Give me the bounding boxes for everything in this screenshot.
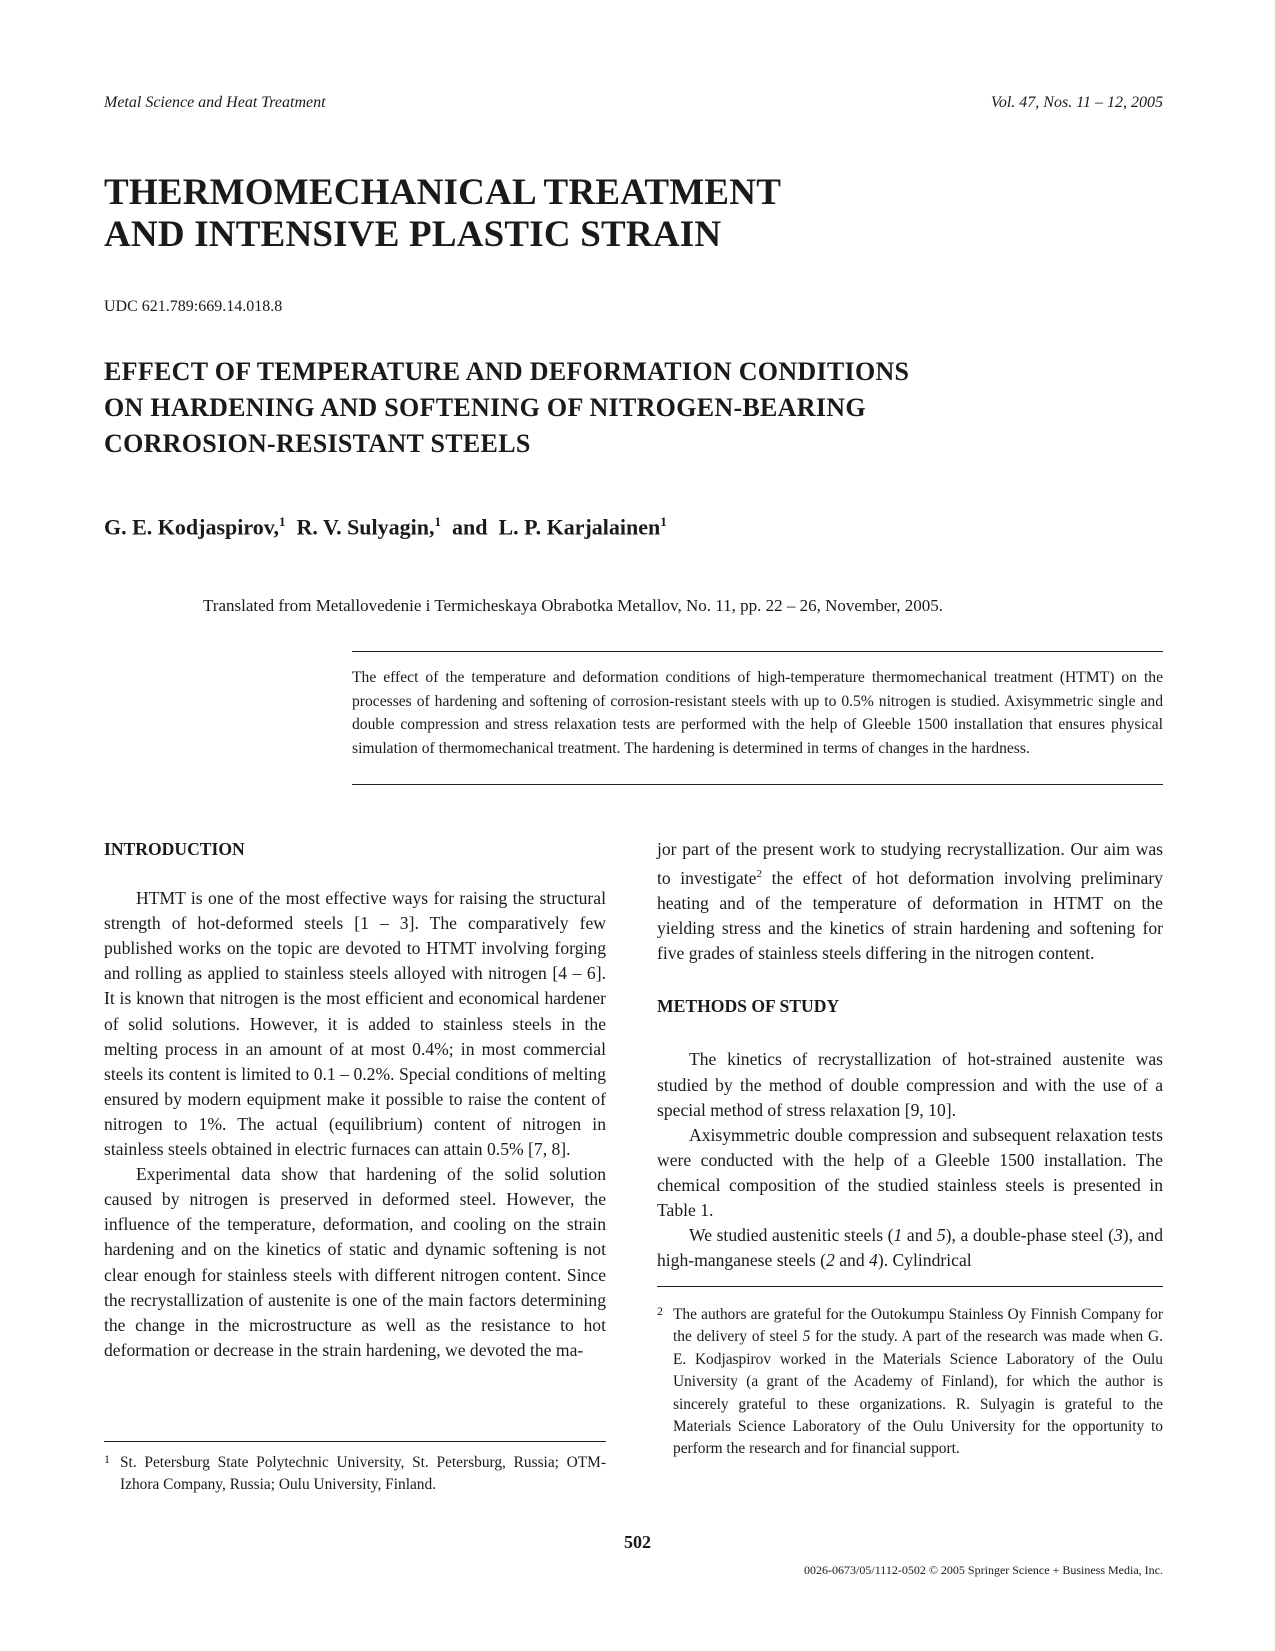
author: G. E. Kodjaspirov, bbox=[104, 514, 280, 540]
author-list bbox=[104, 514, 667, 540]
paragraph: Axisymmetric double compression and subsequent relaxation tests were conducted with the help of a Gleeble 1500 installation. The chemical composition of the studied stainless steels is presented in Table 1. bbox=[657, 1124, 1163, 1220]
right-column bbox=[657, 837, 1163, 1273]
affiliation-mark: 1 bbox=[434, 514, 442, 529]
paper-title-line: CORROSION-RESISTANT STEELS bbox=[104, 429, 531, 458]
paragraph-text: ), a double-phase steel ( bbox=[945, 1225, 1114, 1246]
footnote-mark: 1 bbox=[104, 1452, 110, 1466]
paragraph-text: ). Cylindrical bbox=[877, 1250, 972, 1271]
paragraph: HTMT is one of the most effective ways for raising the structural strength of hot-deformed steels [1 – 3]. The comparatively few published works on the topic are devoted to HTMT involving forging and rolling as applied to stainless steels alloyed with nitrogen [4 – 6]. It is known that nitrogen is the most efficient and economical hardener of solid solutions. However, it is added to stainless steels in the melting process in an amount of at most 0.4%; in most commercial steels its content is limited to 0.1 – 0.2%. Special conditions of melting ensured by modern equipment make it possible to raise the content of nitrogen to 1%. The actual (equilibrium) content of nitrogen in stainless steels obtained in electric furnaces can attain 0.5% [7, 8]. bbox=[104, 888, 606, 1160]
paragraph-text: We studied austenitic steels ( bbox=[689, 1225, 894, 1246]
footnote-2 bbox=[657, 1304, 1163, 1461]
section-heading: INTRODUCTION bbox=[104, 839, 245, 859]
paper-title-line: ON HARDENING AND SOFTENING OF NITROGEN-BEARING bbox=[104, 393, 866, 422]
journal-name: Metal Science and Heat Treatment bbox=[104, 94, 326, 111]
footnote-rule bbox=[657, 1286, 1163, 1287]
footnote-text-part: The authors are grateful for the Outokumpu Stainless Oy Finnish Company for the delivery of steel bbox=[673, 1306, 1163, 1346]
paragraph-text: and bbox=[834, 1250, 870, 1271]
steel-number: 5 bbox=[936, 1225, 946, 1246]
section-title-line: THERMOMECHANICAL TREATMENT bbox=[104, 172, 782, 213]
steel-number: 2 bbox=[826, 1250, 835, 1271]
steel-number: 4 bbox=[869, 1250, 878, 1271]
paper-title-line: EFFECT OF TEMPERATURE AND DEFORMATION CONDITIONS bbox=[104, 357, 910, 386]
footnote-text bbox=[657, 1304, 1163, 1461]
paragraph-text: the effect of hot deformation involving preliminary heating and of the temperature of deformation in HTMT on the yielding stress and the kinetics of strain hardening and softening for five grades of stainless steels differing in the nitrogen content. bbox=[657, 867, 1163, 964]
paragraph-text: and bbox=[902, 1225, 937, 1246]
paragraph-text: jor part of the present work to studying recrystallization. Our aim was to investigate bbox=[657, 839, 1163, 888]
paragraph: The kinetics of recrystallization of hot-strained austenite was studied by the method of double compression and with the use of a special method of stress relaxation [9, 10]. bbox=[657, 1049, 1163, 1120]
paragraph bbox=[657, 837, 1163, 966]
paragraph-text: ), and high-manganese steels ( bbox=[657, 1225, 1164, 1271]
section-title bbox=[104, 172, 781, 256]
volume-info: Vol. 47, Nos. 11 – 12, 2005 bbox=[990, 94, 1163, 111]
left-column bbox=[104, 837, 606, 1363]
udc-code: UDC 621.789:669.14.018.8 bbox=[104, 298, 283, 315]
footnote-text: St. Petersburg State Polytechnic University, St. Petersburg, Russia; OTM-Izhora Company, Russia; Oulu University, Finland. bbox=[120, 1454, 606, 1494]
page-number: 502 bbox=[624, 1532, 651, 1552]
steel-number: 1 bbox=[893, 1225, 903, 1246]
abstract-bottom-rule bbox=[352, 784, 1163, 785]
steel-number: 5 bbox=[802, 1328, 811, 1346]
affiliation-mark: 1 bbox=[660, 514, 667, 529]
paragraph bbox=[657, 1223, 1163, 1273]
section-heading: METHODS OF STUDY bbox=[657, 996, 840, 1017]
footnote-mark: 2 bbox=[657, 1304, 663, 1318]
steel-number: 3 bbox=[1113, 1225, 1123, 1246]
author: R. V. Sulyagin, bbox=[296, 514, 435, 540]
section-title-line: AND INTENSIVE PLASTIC STRAIN bbox=[104, 214, 722, 255]
footnote-1 bbox=[104, 1452, 606, 1497]
copyright-line: 0026-0673/05/1112-0502 © 2005 Springer Science + Business Media, Inc. bbox=[804, 1563, 1163, 1577]
footnote-ref: 2 bbox=[756, 868, 762, 881]
author-conjunction: and bbox=[452, 514, 488, 540]
affiliation-mark: 1 bbox=[279, 514, 286, 529]
footnote-text-part: for the study. A part of the research was made when G. E. Kodjaspirov worked in the Materials Science Laboratory of the Oulu University (a grant of the Academy of Finland), for which the author is sincerely grateful to these organizations. R. Sulyagin is grateful to the Materials Science Laboratory of the Oulu University for the opportunity to perform the research and for financial support. bbox=[673, 1328, 1163, 1458]
paragraph: Experimental data show that hardening of the solid solution caused by nitrogen is preserved in deformed steel. However, the influence of the temperature, deformation, and cooling on the strain hardening and on the kinetics of static and dynamic softening is not clear enough for stainless steels with different nitrogen content. Since the recrystallization of austenite is one of the main factors determining the change in the microstructure as well as the resistance to hot deformation or decrease in the strain hardening, we devoted the ma- bbox=[104, 1164, 606, 1360]
abstract: The effect of the temperature and deformation conditions of high-temperature thermomechanical treatment (HTMT) on the processes of hardening and softening of corrosion-resistant steels with up to 0.5% nitrogen is studied. Axisymmetric single and double compression and stress relaxation tests are performed with the help of Gleeble 1500 installation that ensures physical simulation of thermomechanical treatment. The hardening is determined in terms of changes in the hardness. bbox=[352, 669, 1163, 757]
paper-title bbox=[104, 354, 909, 462]
translation-note: Translated from Metallovedenie i Termicheskaya Obrabotka Metallov, No. 11, pp. 22 – 26, November, 2005. bbox=[203, 596, 943, 615]
footnote-rule bbox=[104, 1441, 606, 1442]
author: L. P. Karjalainen bbox=[498, 514, 661, 540]
abstract-top-rule bbox=[352, 651, 1163, 652]
